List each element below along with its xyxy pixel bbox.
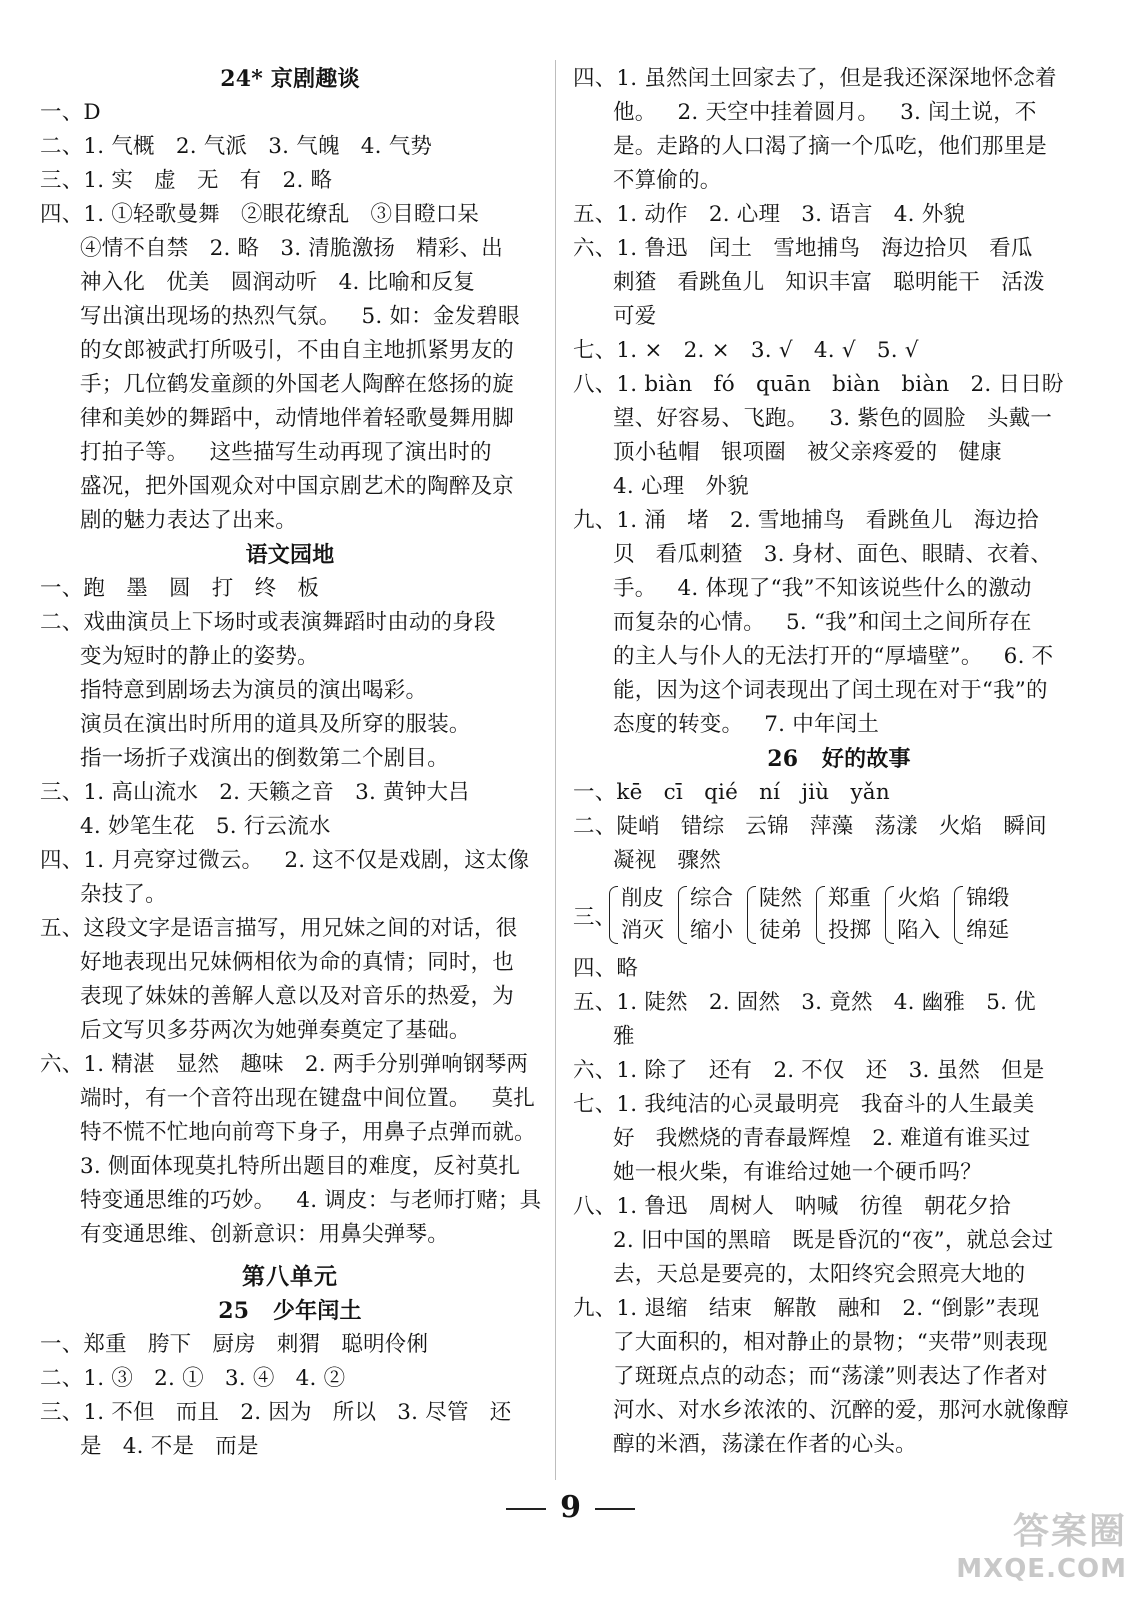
answer-line: 手；几位鹤发童颜的外国老人陶醉在悠扬的旋 — [80, 372, 515, 397]
answer-line: 了大面积的，相对静止的景物；“夹带”则表现 — [613, 1330, 1048, 1355]
column-divider — [555, 60, 556, 1480]
word-pair — [885, 883, 940, 947]
answer-line: 她一根火柴，有谁给过她一个硬币吗？ — [613, 1160, 982, 1185]
answer-line: 的女郎被武打所吸引，不由自主地抓紧男友的 — [80, 338, 515, 363]
lesson-24-title: 24* 京剧趣谈 — [220, 66, 360, 92]
answer-line: 而复杂的心情。 5. “我”和闰土之间所存在 — [613, 610, 1032, 635]
site-watermark — [907, 1510, 1127, 1590]
answer-line: 好地表现出兄妹俩相依为命的真情；同时，也 — [80, 950, 515, 975]
yuwen-yuandi-title: 语文园地 — [245, 542, 335, 568]
watermark-url: MXQE.COM — [956, 1554, 1127, 1584]
answer-line: 手。 4. 体现了“我”不知该说些什么的激动 — [613, 576, 1032, 601]
answer-line: 一、kē cī qié ní jiù yǎn — [573, 780, 890, 805]
answer-line: 一、D — [40, 100, 101, 125]
answer-line: 是。走路的人口渴了摘一个瓜吃，他们那里是 — [613, 134, 1048, 159]
answer-line: 八、1. 鲁迅 周树人 呐喊 彷徨 朝花夕拾 — [573, 1194, 1011, 1219]
word-top: 锦缎 — [966, 886, 1010, 911]
word-bottom: 陷入 — [897, 918, 941, 943]
answer-line: 杂技了。 — [80, 882, 167, 907]
answer-line: 二、1. ③ 2. ① 3. ④ 4. ② — [40, 1366, 346, 1391]
word-top: 火焰 — [897, 886, 941, 911]
answer-line: 剧的魅力表达了出来。 — [80, 508, 298, 533]
word-pair-group — [573, 880, 1105, 950]
word-pair — [816, 883, 871, 947]
answer-line: 二、戏曲演员上下场时或表演舞蹈时由动的身段 — [40, 610, 496, 635]
answer-line: 顶小毡帽 银项圈 被父亲疼爱的 健康 — [613, 440, 1002, 465]
answer-line: 4. 心理 外貌 — [613, 474, 749, 499]
answer-line: 打拍子等。 这些描写生动再现了演出时的 — [80, 440, 492, 465]
answer-line: 六、1. 鲁迅 闰土 雪地捕鸟 海边拾贝 看瓜 — [573, 236, 1033, 261]
answer-line: 4. 妙笔生花 5. 行云流水 — [80, 814, 331, 839]
word-bottom: 消灭 — [621, 918, 665, 943]
answer-line: 能，因为这个词表现出了闰土现在对于“我”的 — [613, 678, 1048, 703]
word-bottom: 投掷 — [828, 918, 872, 943]
answer-line: 一、跑 墨 圆 打 终 板 — [40, 576, 320, 601]
answer-line: 端时，有一个音符出现在键盘中间位置。 莫扎 — [80, 1086, 536, 1111]
answer-line: 神入化 优美 圆润动听 4. 比喻和反复 — [80, 270, 476, 295]
word-bottom: 缩小 — [690, 918, 734, 943]
answer-line: 五、1. 动作 2. 心理 3. 语言 4. 外貌 — [573, 202, 966, 227]
answer-line: 八、1. biàn fó quān biàn biàn 2. 日日盼 — [573, 372, 1064, 397]
word-pair — [609, 883, 664, 947]
word-bottom: 绵延 — [966, 918, 1010, 943]
left-column — [40, 62, 540, 1464]
answer-line: 刺猹 看跳鱼儿 知识丰富 聪明能干 活泼 — [613, 270, 1045, 295]
answer-line: 三、1. 实 虚 无 有 2. 略 — [40, 168, 333, 193]
question-number: 三、 — [573, 904, 617, 930]
answer-line: 了斑斑点点的动态；而“荡漾”则表达了作者对 — [613, 1364, 1048, 1389]
word-pair — [747, 883, 802, 947]
word-top: 郑重 — [828, 886, 872, 911]
answer-line: 六、1. 精湛 显然 趣味 2. 两手分别弹响钢琴两 — [40, 1052, 529, 1077]
lesson-25-title: 25 少年闰土 — [218, 1298, 362, 1324]
answer-line: 有变通思维、创新意识：用鼻尖弹琴。 — [80, 1222, 449, 1247]
right-column — [573, 62, 1105, 1462]
answer-line: 一、郑重 胯下 厨房 刺猬 聪明伶俐 — [40, 1332, 429, 1357]
answer-line: 九、1. 涌 堵 2. 雪地捕鸟 看跳鱼儿 海边拾 — [573, 508, 1039, 533]
answer-line: 2. 旧中国的黑暗 既是昏沉的“夜”，就总会过 — [613, 1228, 1054, 1253]
answer-line: 特变通思维的巧妙。 4. 调皮：与老师打赌；具 — [80, 1188, 542, 1213]
answer-line: 好 我燃烧的青春最辉煌 2. 难道有谁买过 — [613, 1126, 1031, 1151]
answer-line: 3. 侧面体现莫扎特所出题目的难度，反衬莫扎 — [80, 1154, 521, 1179]
word-top: 综合 — [690, 886, 734, 911]
answer-line: 河水、对水乡浓浓的、沉醉的爱，那河水就像醇 — [613, 1398, 1069, 1423]
answer-line: 指一场折子戏演出的倒数第二个剧目。 — [80, 746, 449, 771]
answer-line: 指特意到剧场去为演员的演出喝彩。 — [80, 678, 428, 703]
answer-line: 表现了妹妹的善解人意以及对音乐的热爱，为 — [80, 984, 515, 1009]
answer-line: 醇的米酒，荡漾在作者的心头。 — [613, 1432, 917, 1457]
answer-line: 四、1. ①轻歌曼舞 ②眼花缭乱 ③目瞪口呆 — [40, 202, 480, 227]
answer-line: 望、好容易、飞跑。 3. 紫色的圆脸 头戴一 — [613, 406, 1053, 431]
answer-line: 特不慌不忙地向前弯下身子，用鼻子点弹而就。 — [80, 1120, 536, 1145]
answer-line: 变为短时的静止的姿势。 — [80, 644, 319, 669]
brace-icon — [885, 886, 894, 944]
answer-line: 七、1. 我纯洁的心灵最明亮 我奋斗的人生最美 — [573, 1092, 1035, 1117]
unit-8-heading: 第八单元 — [242, 1263, 338, 1290]
answer-line: ④情不自禁 2. 略 3. 清脆激扬 精彩、出 — [80, 236, 504, 261]
answer-line: 凝视 骤然 — [613, 848, 721, 873]
answer-line: 三、1. 不但 而且 2. 因为 所以 3. 尽管 还 — [40, 1400, 512, 1425]
answer-line: 是 4. 不是 而是 — [80, 1434, 259, 1459]
answer-line: 演员在演出时所用的道具及所穿的服装。 — [80, 712, 471, 737]
brace-icon — [609, 886, 618, 944]
lesson-26-title: 26 好的故事 — [767, 746, 911, 772]
answer-line: 律和美妙的舞蹈中，动情地伴着轻歌曼舞用脚 — [80, 406, 515, 431]
answer-line: 盛况，把外国观众对中国京剧艺术的陶醉及京 — [80, 474, 515, 499]
answer-line: 写出演出现场的热烈气氛。 5. 如：金发碧眼 — [80, 304, 520, 329]
answer-line: 九、1. 退缩 结束 解散 融和 2. “倒影”表现 — [573, 1296, 1040, 1321]
word-top: 削皮 — [621, 886, 665, 911]
brace-icon — [747, 886, 756, 944]
answer-line: 可爱 — [613, 304, 657, 329]
brace-icon — [678, 886, 687, 944]
answer-line: 四、1. 虽然闰土回家去了，但是我还深深地怀念着 — [573, 66, 1057, 91]
word-top: 陡然 — [759, 886, 803, 911]
word-bottom: 徒弟 — [759, 918, 803, 943]
answer-line: 贝 看瓜刺猹 3. 身材、面色、眼睛、衣着、 — [613, 542, 1053, 567]
answer-line: 六、1. 除了 还有 2. 不仅 还 3. 虽然 但是 — [573, 1058, 1045, 1083]
answer-line: 不算偷的。 — [613, 168, 722, 193]
answer-line: 态度的转变。 7. 中年闰土 — [613, 712, 880, 737]
dash-right — [595, 1508, 635, 1510]
answer-line: 四、略 — [573, 956, 639, 981]
brace-icon — [816, 886, 825, 944]
brace-icon — [954, 886, 963, 944]
answer-line: 三、1. 高山流水 2. 天籁之音 3. 黄钟大吕 — [40, 780, 470, 805]
answer-line: 去，天总是要亮的，太阳终究会照亮大地的 — [613, 1262, 1026, 1287]
answer-line: 四、1. 月亮穿过微云。 2. 这不仅是戏剧，这太像 — [40, 848, 530, 873]
answer-line: 的主人与仆人的无法打开的“厚墙壁”。 6. 不 — [613, 644, 1054, 669]
watermark-logo-text: 答案圈 — [1012, 1511, 1127, 1552]
dash-left — [506, 1508, 546, 1510]
word-pair — [678, 883, 733, 947]
answer-line: 他。 2. 天空中挂着圆月。 3. 闰土说，不 — [613, 100, 1037, 125]
page-number-text: 9 — [560, 1490, 581, 1525]
answer-line: 二、陡峭 错综 云锦 萍藻 荡漾 火焰 瞬间 — [573, 814, 1047, 839]
word-pair — [954, 883, 1009, 947]
answer-line: 二、1. 气概 2. 气派 3. 气魄 4. 气势 — [40, 134, 433, 159]
answer-line: 五、1. 陡然 2. 固然 3. 竟然 4. 幽雅 5. 优 — [573, 990, 1036, 1015]
answer-line: 五、这段文字是语言描写，用兄妹之间的对话，很 — [40, 916, 518, 941]
answer-line: 雅 — [613, 1024, 635, 1049]
answer-line: 七、1. × 2. × 3. √ 4. √ 5. √ — [573, 338, 919, 363]
answer-line: 后文写贝多芬两次为她弹奏奠定了基础。 — [80, 1018, 471, 1043]
